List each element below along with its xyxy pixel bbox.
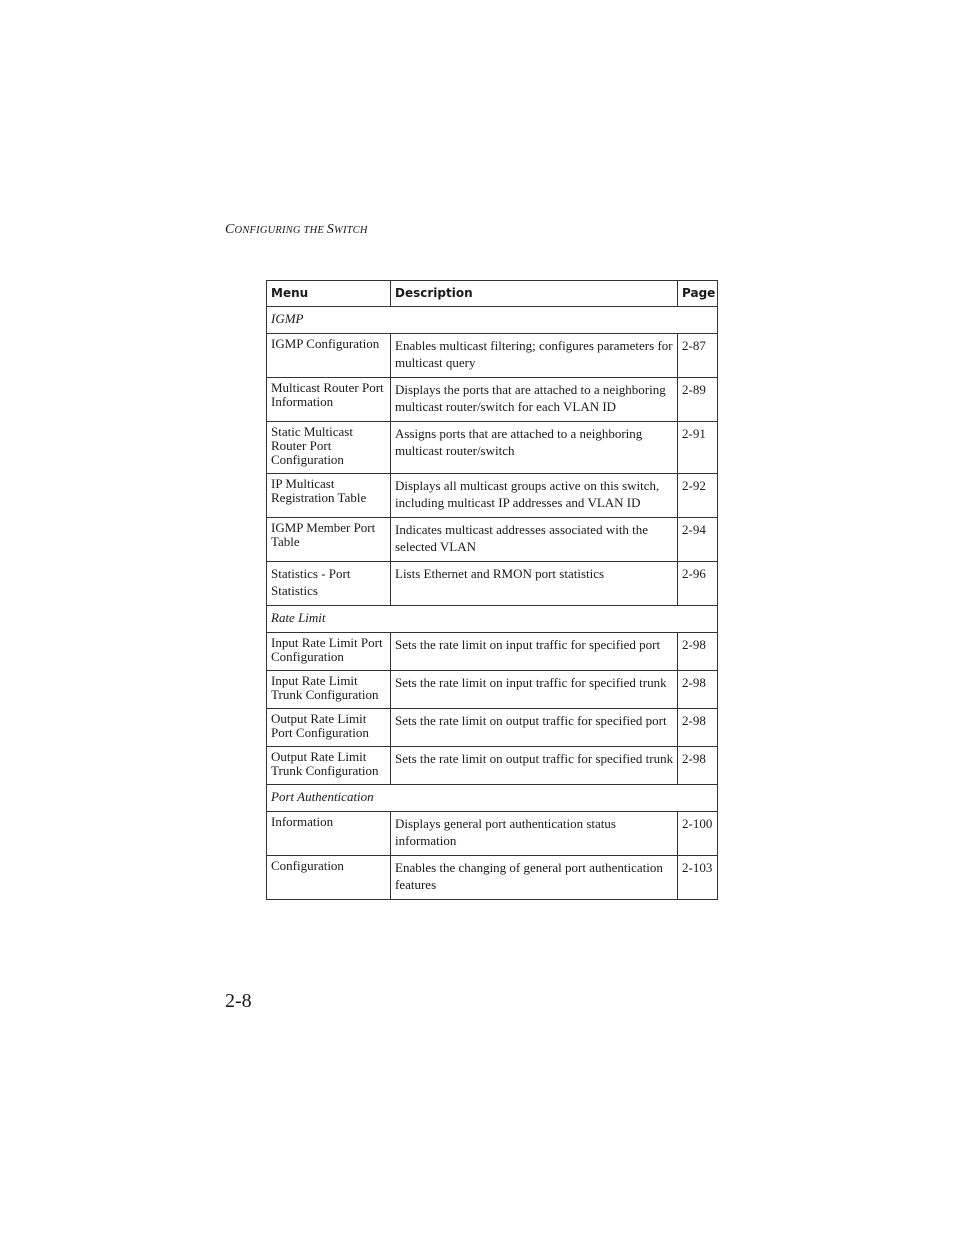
column-header-description: Description bbox=[391, 281, 678, 307]
description-cell: Indicates multicast addresses associated with the selected VLAN bbox=[391, 518, 678, 562]
page-cell: 2-92 bbox=[678, 474, 718, 518]
table-row bbox=[267, 709, 718, 747]
table-row bbox=[267, 474, 718, 518]
table-row bbox=[267, 812, 718, 856]
running-title-initial-c: C bbox=[225, 222, 235, 237]
page-cell: 2-98 bbox=[678, 671, 718, 709]
section-title: IGMP bbox=[267, 307, 718, 334]
section-title: Port Authentication bbox=[267, 785, 718, 812]
column-header-menu: Menu bbox=[267, 281, 391, 307]
table-header-row bbox=[267, 281, 718, 307]
description-cell: Enables multicast filtering; configures parameters for multicast query bbox=[391, 334, 678, 378]
menu-cell: Static Multicast Router Port Configuration bbox=[267, 422, 391, 474]
menu-cell: IGMP Configuration bbox=[267, 334, 391, 378]
menu-cell: Output Rate Limit Trunk Configuration bbox=[267, 747, 391, 785]
page-cell: 2-89 bbox=[678, 378, 718, 422]
page-cell: 2-100 bbox=[678, 812, 718, 856]
table-row bbox=[267, 747, 718, 785]
running-header bbox=[225, 222, 368, 238]
description-cell: Displays the ports that are attached to a neighboring multicast router/switch for each VLAN ID bbox=[391, 378, 678, 422]
description-cell: Sets the rate limit on input traffic for specified port bbox=[391, 633, 678, 671]
page-cell: 2-98 bbox=[678, 633, 718, 671]
menu-cell: Input Rate Limit Port Configuration bbox=[267, 633, 391, 671]
menu-cell: Multicast Router Port Information bbox=[267, 378, 391, 422]
menu-cell: Statistics - Port Statistics bbox=[267, 562, 391, 606]
table-row bbox=[267, 671, 718, 709]
page-cell: 2-103 bbox=[678, 856, 718, 900]
table-row bbox=[267, 518, 718, 562]
table-row bbox=[267, 422, 718, 474]
page-cell: 2-98 bbox=[678, 747, 718, 785]
page-cell: 2-87 bbox=[678, 334, 718, 378]
menu-cell: IGMP Member Port Table bbox=[267, 518, 391, 562]
description-cell: Sets the rate limit on input traffic for specified trunk bbox=[391, 671, 678, 709]
menu-cell: IP Multicast Registration Table bbox=[267, 474, 391, 518]
menu-table bbox=[266, 280, 718, 900]
description-cell: Assigns ports that are attached to a neighboring multicast router/switch bbox=[391, 422, 678, 474]
running-title-part-2: WITCH bbox=[334, 225, 368, 236]
page-number: 2-8 bbox=[225, 990, 252, 1012]
description-cell: Sets the rate limit on output traffic for specified trunk bbox=[391, 747, 678, 785]
page-cell: 2-94 bbox=[678, 518, 718, 562]
table-row bbox=[267, 334, 718, 378]
running-title-initial-s: S bbox=[326, 222, 334, 237]
table-row bbox=[267, 856, 718, 900]
section-title: Rate Limit bbox=[267, 606, 718, 633]
menu-cell: Input Rate Limit Trunk Configuration bbox=[267, 671, 391, 709]
menu-cell: Information bbox=[267, 812, 391, 856]
description-cell: Displays all multicast groups active on this switch, including multicast IP addresses and VLAN ID bbox=[391, 474, 678, 518]
menu-cell: Output Rate Limit Port Configuration bbox=[267, 709, 391, 747]
table-row bbox=[267, 378, 718, 422]
column-header-page: Page bbox=[678, 281, 718, 307]
menu-cell: Configuration bbox=[267, 856, 391, 900]
description-cell: Lists Ethernet and RMON port statistics bbox=[391, 562, 678, 606]
section-row-port-authentication bbox=[267, 785, 718, 812]
page-cell: 2-98 bbox=[678, 709, 718, 747]
page-cell: 2-96 bbox=[678, 562, 718, 606]
description-cell: Displays general port authentication status information bbox=[391, 812, 678, 856]
section-row-rate-limit bbox=[267, 606, 718, 633]
description-cell: Enables the changing of general port authentication features bbox=[391, 856, 678, 900]
description-cell: Sets the rate limit on output traffic for specified port bbox=[391, 709, 678, 747]
section-row-igmp bbox=[267, 307, 718, 334]
page-cell: 2-91 bbox=[678, 422, 718, 474]
table-row bbox=[267, 562, 718, 606]
table-row bbox=[267, 633, 718, 671]
running-title-part-1: ONFIGURING THE bbox=[234, 225, 327, 236]
